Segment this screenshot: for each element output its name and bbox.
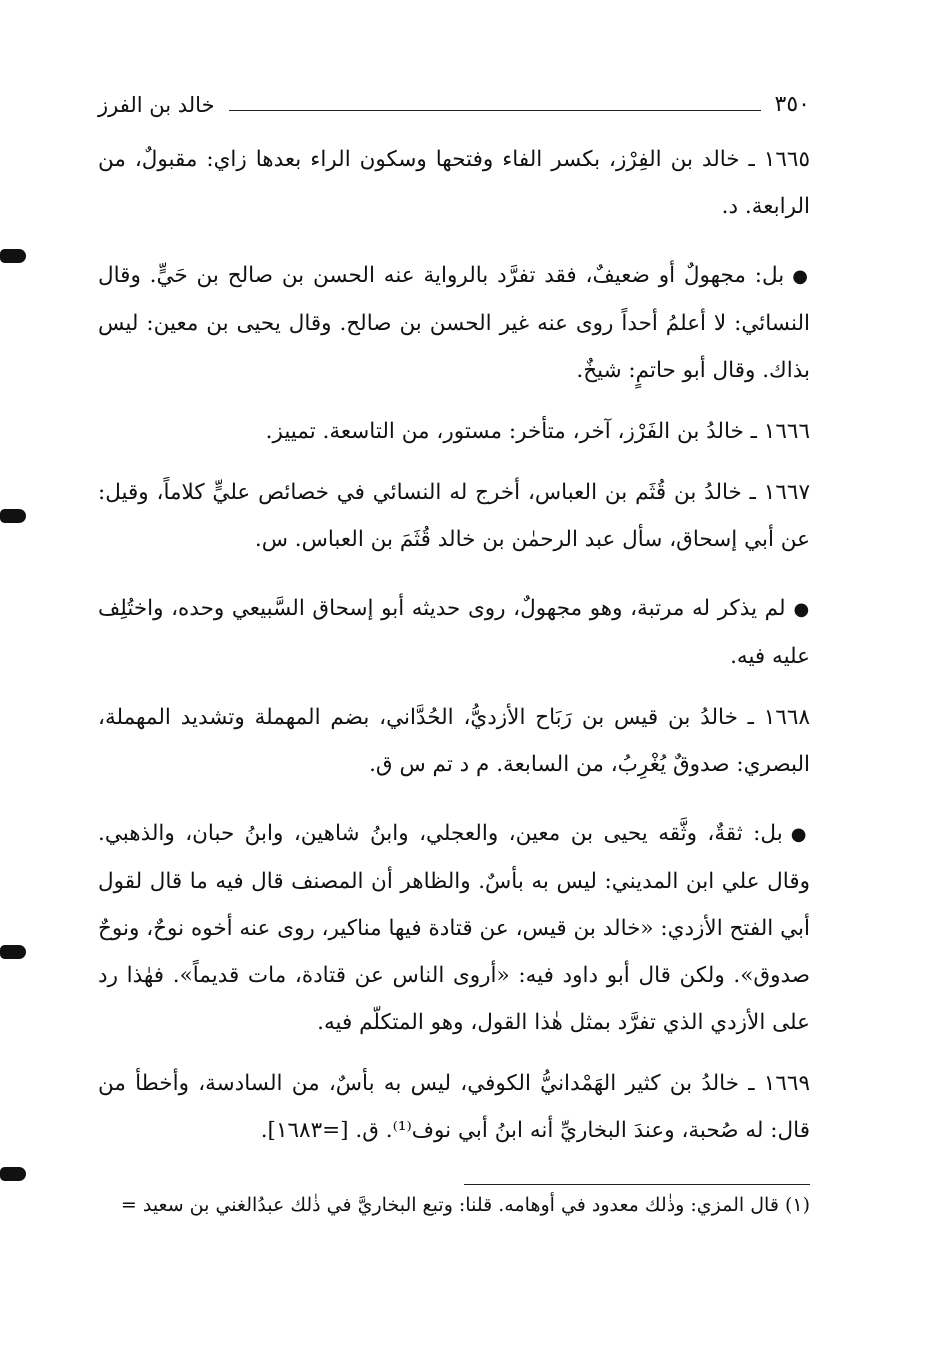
bullet-icon: ● (793, 599, 810, 620)
comment-text: بل: مجهولٌ أو ضعيفٌ، فقد تفرَّد بالرواية عنه الحسن بن صالح بن حَيٍّ. وقال النسائي: لا أعلمُ أحداً روى عنه غير الحسن بن صالح. وقال يحيى بن معين: ليس بذاك. وقال أبو حاتمٍ: شيخٌ. (98, 263, 810, 383)
biography-entry (98, 694, 810, 788)
entry-text: ١٦٦٨ ـ خالدُ بن قيس بن رَبَاح الأزديُّ، الحُدَّاني، بضم المهملة وتشديد المهملة، البصري: صدوقٌ يُغْرِبُ، من السابعة. م د تم س ق. (98, 705, 810, 777)
running-title: خالد بن الفرز (98, 93, 215, 117)
biography-entry (98, 408, 810, 455)
editor-comment (98, 252, 810, 394)
bullet-icon: ● (792, 266, 810, 287)
comment-text: لم يذكر له مرتبة، وهو مجهولٌ، روى حديثه أبو إسحاق السَّبيعي وحده، واختُلِف عليه فيه. (98, 596, 810, 669)
running-header (98, 78, 810, 122)
biography-entry (98, 469, 810, 563)
entry-text: ١٦٦٩ ـ خالدُ بن كثير الهَمْدانيُّ الكوفي، ليس به بأسٌ، من السادسة، وأخطأ من قال: له صُحبة، وعندَ البخاريِّ أنه ابنُ أبي نوف⁽¹⁾. ق. [=١٦٨٣]. (98, 1071, 810, 1143)
footnote: (١) قال المزي: وذٰلك معدود في أوهامه. قلنا: وتبع البخاريَّ في ذٰلك عبدُالغني بن سعيد = (120, 1194, 810, 1216)
binding-hole-mark (0, 1167, 26, 1181)
footnote-separator (464, 1184, 810, 1185)
page-number: ٣٥٠ (774, 92, 810, 117)
entry-text: ١٦٦٥ ـ خالد بن الفِرْز، بكسر الفاء وفتحها وسكون الراء بعدها زاي: مقبولٌ، من الرابعة. د. (98, 147, 810, 219)
binding-hole-mark (0, 249, 26, 263)
editor-comment (98, 810, 810, 1046)
biography-entry (98, 136, 810, 230)
comment-text: بل: ثقةٌ، وثَّقه يحيى بن معين، والعجلي، وابنُ شاهين، وابنُ حبان، والذهبي. وقال علي ابن المديني: ليس به بأسٌ. والظاهر أن المصنف قال فيه ما قال لقول أبي الفتح الأزدي: «خالد بن قيس، عن قتادة فيها مناكير، روى عنه أخوه نوحٌ، ونوحٌ صدوق». ولكن قال أبو داود فيه: «أروى الناس عن قتادة، مات قديماً». فهٰذا رد على الأزدي الذي تفرَّد بمثل هٰذا القول، وهو المتكلّم فيه. (98, 821, 810, 1035)
binding-hole-mark (0, 945, 26, 959)
header-rule (229, 110, 761, 111)
editor-comment (98, 585, 810, 680)
entry-text: ١٦٦٦ ـ خالدُ بن الفَرْز، آخر، متأخر: مستور، من التاسعة. تمييز. (265, 419, 810, 444)
bullet-icon: ● (790, 824, 810, 845)
binding-hole-mark (0, 509, 26, 523)
biography-entry (98, 1060, 810, 1154)
book-page (98, 78, 810, 1318)
entry-text: ١٦٦٧ ـ خالدُ بن قُثَم بن العباس، أخرج له النسائي في خصائص عليٍّ كلاماً، وقيل: عن أبي إسحاق، سأل عبد الرحمٰن بن خالد قُثَمَ بن العباس. س. (98, 480, 810, 552)
